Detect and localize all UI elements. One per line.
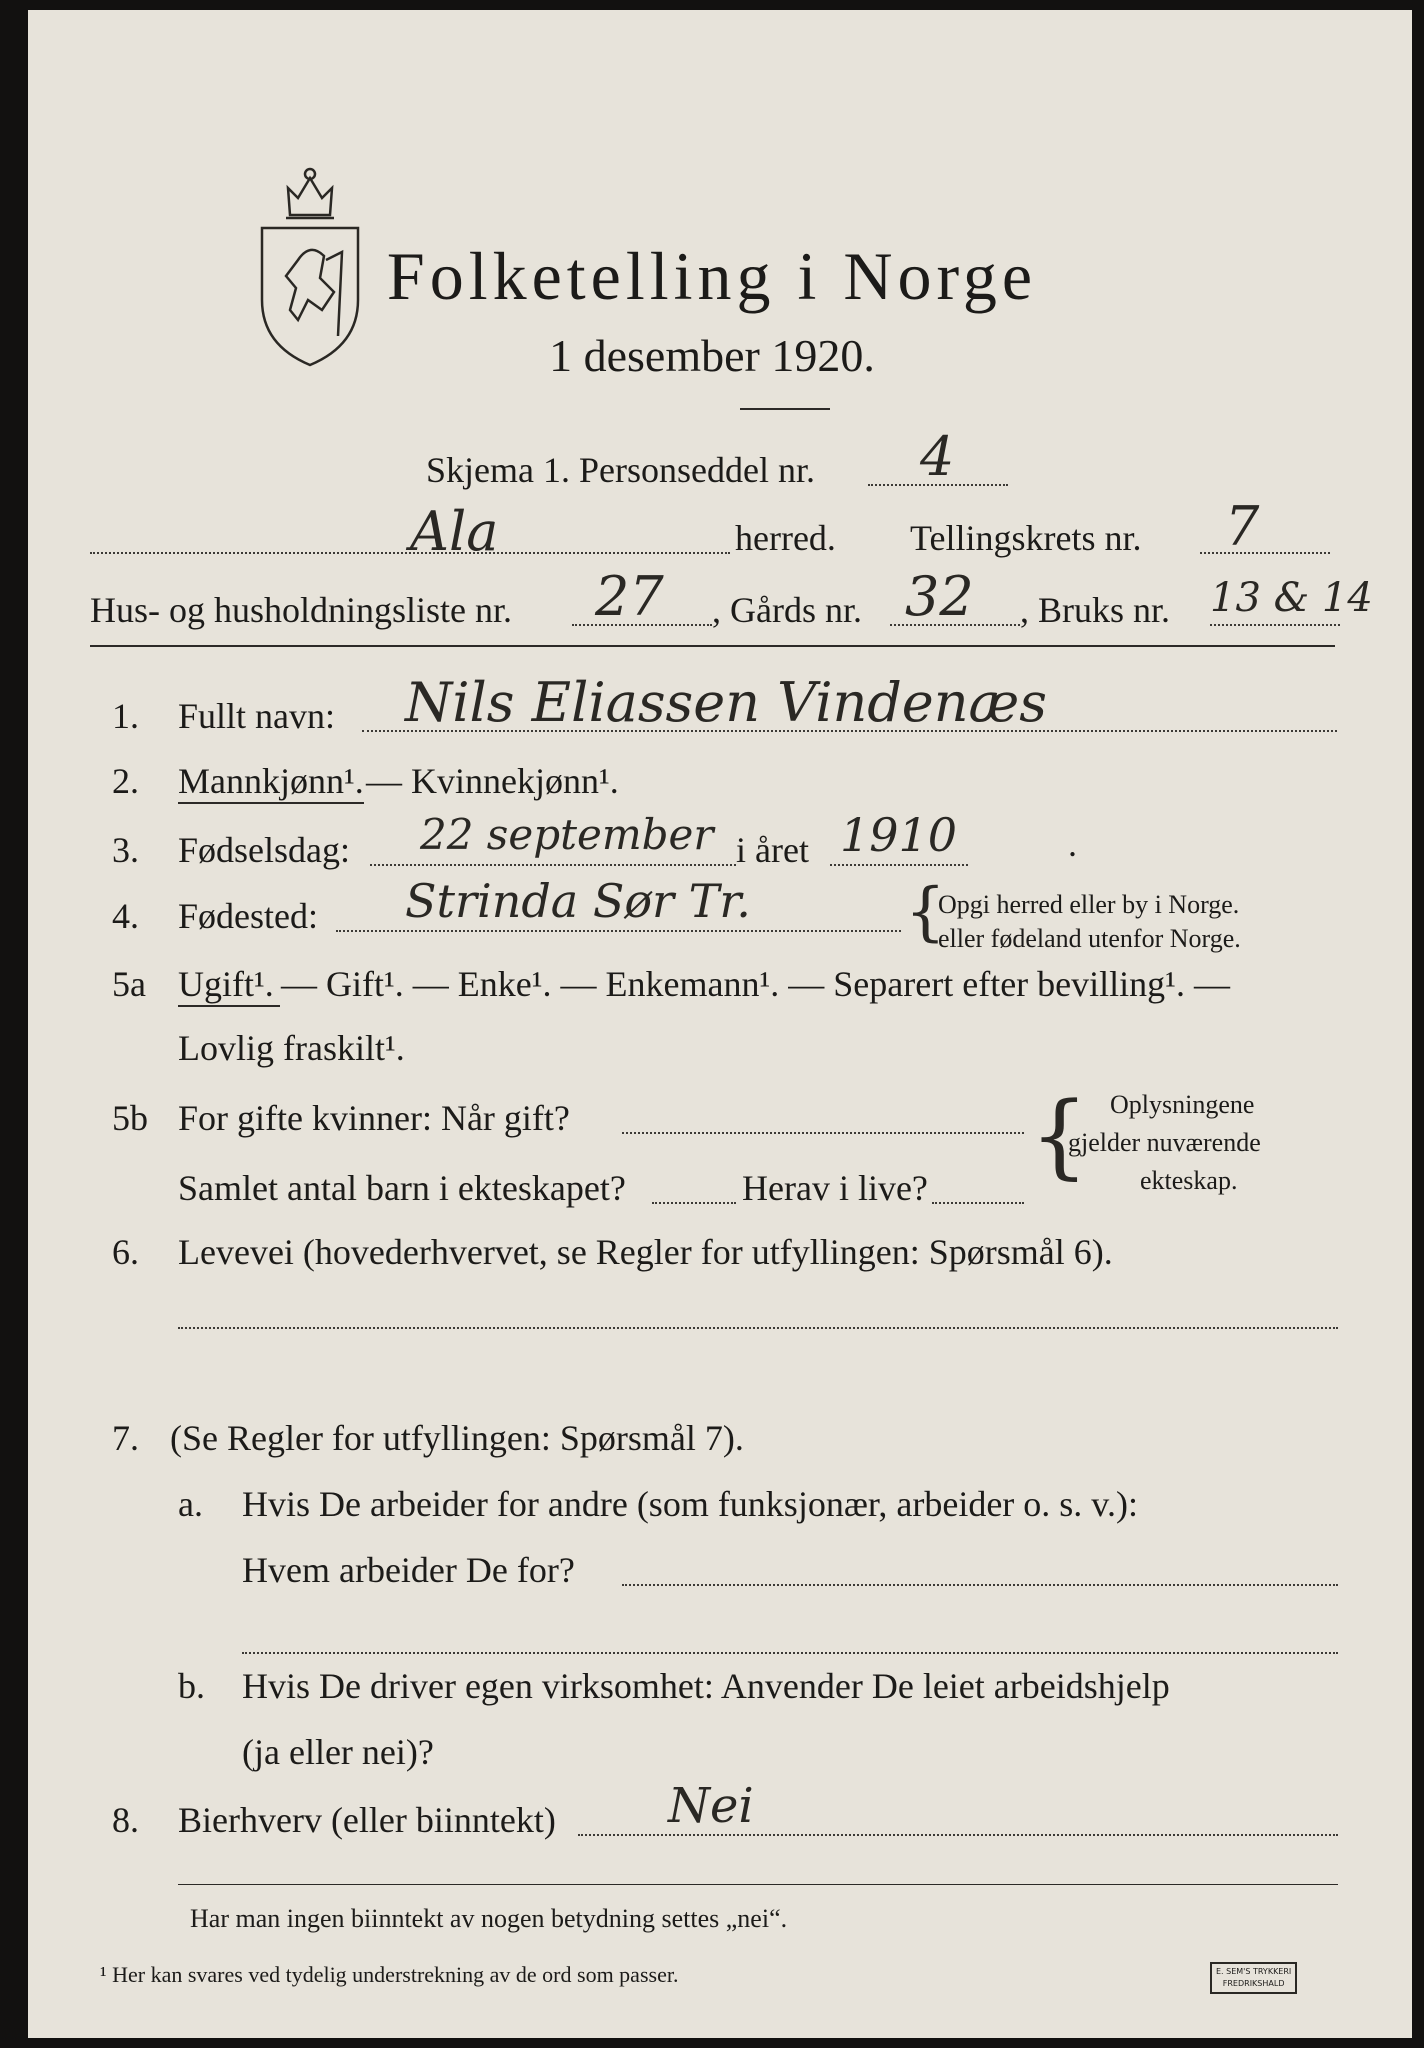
herred-value: Ala xyxy=(410,500,499,563)
birth-year-value: 1910 xyxy=(840,808,958,862)
q7b-question: Hvis De driver egen virksomhet: Anvender De leiet arbeidshjelp xyxy=(242,1666,1170,1706)
marital-ugift-underline xyxy=(178,1005,280,1007)
bruks-label: , Bruks nr. xyxy=(1020,590,1171,630)
occupation-field[interactable] xyxy=(178,1327,1338,1329)
q8-number: 8. xyxy=(112,1800,139,1840)
q7a-letter: a. xyxy=(178,1484,203,1524)
tellingskrets-label: Tellingskrets nr. xyxy=(910,518,1142,558)
children-total-label: Samlet antal barn i ekteskapet? xyxy=(178,1168,626,1208)
q7b-letter: b. xyxy=(178,1666,205,1706)
side-income-field[interactable] xyxy=(578,1834,1338,1836)
husholdningsliste-label: Hus- og husholdningsliste nr. xyxy=(90,590,513,630)
birthplace-note-1: Opgi herred eller by i Norge. xyxy=(938,890,1240,919)
footnote: ¹ Her kan svares ved tydelig understrekning av de ord som passer. xyxy=(100,1962,679,1987)
full-name-value: Nils Eliassen Vindenæs xyxy=(405,671,1048,734)
schema-number-value: 4 xyxy=(920,425,955,488)
marriage-note-1: Oplysningene xyxy=(1110,1090,1255,1119)
marriage-note-3: ekteskap. xyxy=(1140,1166,1238,1195)
header-rule xyxy=(90,645,1335,647)
hired-help-label: (ja eller nei)? xyxy=(242,1732,434,1772)
schema-label: Skjema 1. Personseddel nr. xyxy=(426,450,815,490)
marriage-note-2: gjelder nuværende xyxy=(1068,1128,1261,1157)
q7a-question: Hvis De arbeider for andre (som funksjonær, arbeider o. s. v.): xyxy=(242,1484,1138,1524)
q6-number: 6. xyxy=(112,1232,139,1272)
q3-number: 3. xyxy=(112,830,139,870)
gender-female-option[interactable]: — Kvinnekjønn¹. xyxy=(366,761,619,801)
printer-stamp-line-1: E. SEM'S TRYKKERI xyxy=(1216,1967,1292,1976)
q5a-number: 5a xyxy=(112,964,146,1004)
birthday-field[interactable] xyxy=(370,864,736,866)
census-form-page xyxy=(28,10,1412,2038)
gender-male-option[interactable]: Mannkjønn¹. xyxy=(178,761,364,801)
marital-fraskilt-option[interactable]: Lovlig fraskilt¹. xyxy=(178,1028,405,1068)
q7-number: 7. xyxy=(112,1418,139,1458)
q3-period: . xyxy=(1068,824,1077,864)
marital-other-options[interactable]: — Gift¹. — Enke¹. — Enkemann¹. — Separert efter bevilling¹. — xyxy=(281,964,1230,1004)
printer-stamp xyxy=(1210,1962,1297,1994)
birth-year-label: i året xyxy=(736,830,809,870)
printer-stamp-line-2: FREDRIKSHALD xyxy=(1222,1979,1285,1988)
side-income-note: Har man ingen biinntekt av nogen betydning settes „nei“. xyxy=(190,1904,788,1933)
tellingskrets-value: 7 xyxy=(1225,495,1260,558)
q4-number: 4. xyxy=(112,896,139,936)
title-divider xyxy=(740,408,830,410)
side-income-label: Bierhverv (eller biinntekt) xyxy=(178,1800,556,1840)
married-when-field[interactable] xyxy=(622,1132,1024,1134)
q3-label: Fødselsdag: xyxy=(178,830,351,870)
employer-label: Hvem arbeider De for? xyxy=(242,1550,575,1590)
q1-number: 1. xyxy=(112,696,139,736)
children-alive-field[interactable] xyxy=(932,1202,1024,1204)
married-when-label: For gifte kvinner: Når gift? xyxy=(178,1098,570,1138)
bottom-rule xyxy=(178,1884,1338,1885)
q5b-number: 5b xyxy=(112,1098,148,1138)
bruks-value: 13 & 14 xyxy=(1210,575,1373,621)
husholdningsliste-value: 27 xyxy=(595,565,664,628)
occupation-label: Levevei (hovederhvervet, se Regler for utfyllingen: Spørsmål 6). xyxy=(178,1232,1113,1272)
birth-year-field[interactable] xyxy=(830,864,968,866)
q1-label: Fullt navn: xyxy=(178,696,336,736)
q5b-brace: { xyxy=(1030,1082,1089,1189)
q4-label: Fødested: xyxy=(178,896,318,936)
gards-label: , Gårds nr. xyxy=(712,590,862,630)
q2-number: 2. xyxy=(112,761,139,801)
birthplace-note-2: eller fødeland utenfor Norge. xyxy=(938,924,1241,953)
form-title: Folketelling i Norge xyxy=(386,238,1038,314)
q7-label: (Se Regler for utfyllingen: Spørsmål 7). xyxy=(170,1418,744,1458)
employer-field[interactable] xyxy=(622,1584,1338,1586)
gender-male-underline xyxy=(178,802,364,804)
q4-brace: { xyxy=(905,875,946,949)
birthplace-value: Strinda Sør Tr. xyxy=(405,874,751,928)
birthplace-field[interactable] xyxy=(336,930,901,932)
birthday-value: 22 september xyxy=(420,810,714,859)
bruks-field[interactable] xyxy=(1210,624,1340,626)
children-total-field[interactable] xyxy=(652,1202,736,1204)
children-alive-label: Herav i live? xyxy=(742,1168,928,1208)
herred-label: herred. xyxy=(735,518,836,558)
gards-value: 32 xyxy=(905,565,974,628)
census-date: 1 desember 1920. xyxy=(549,330,875,381)
employer-field-2[interactable] xyxy=(242,1652,1338,1654)
side-income-value: Nei xyxy=(668,1778,754,1834)
marital-ugift-option[interactable]: Ugift¹. xyxy=(178,964,274,1004)
tellingskrets-field[interactable] xyxy=(1200,552,1330,554)
